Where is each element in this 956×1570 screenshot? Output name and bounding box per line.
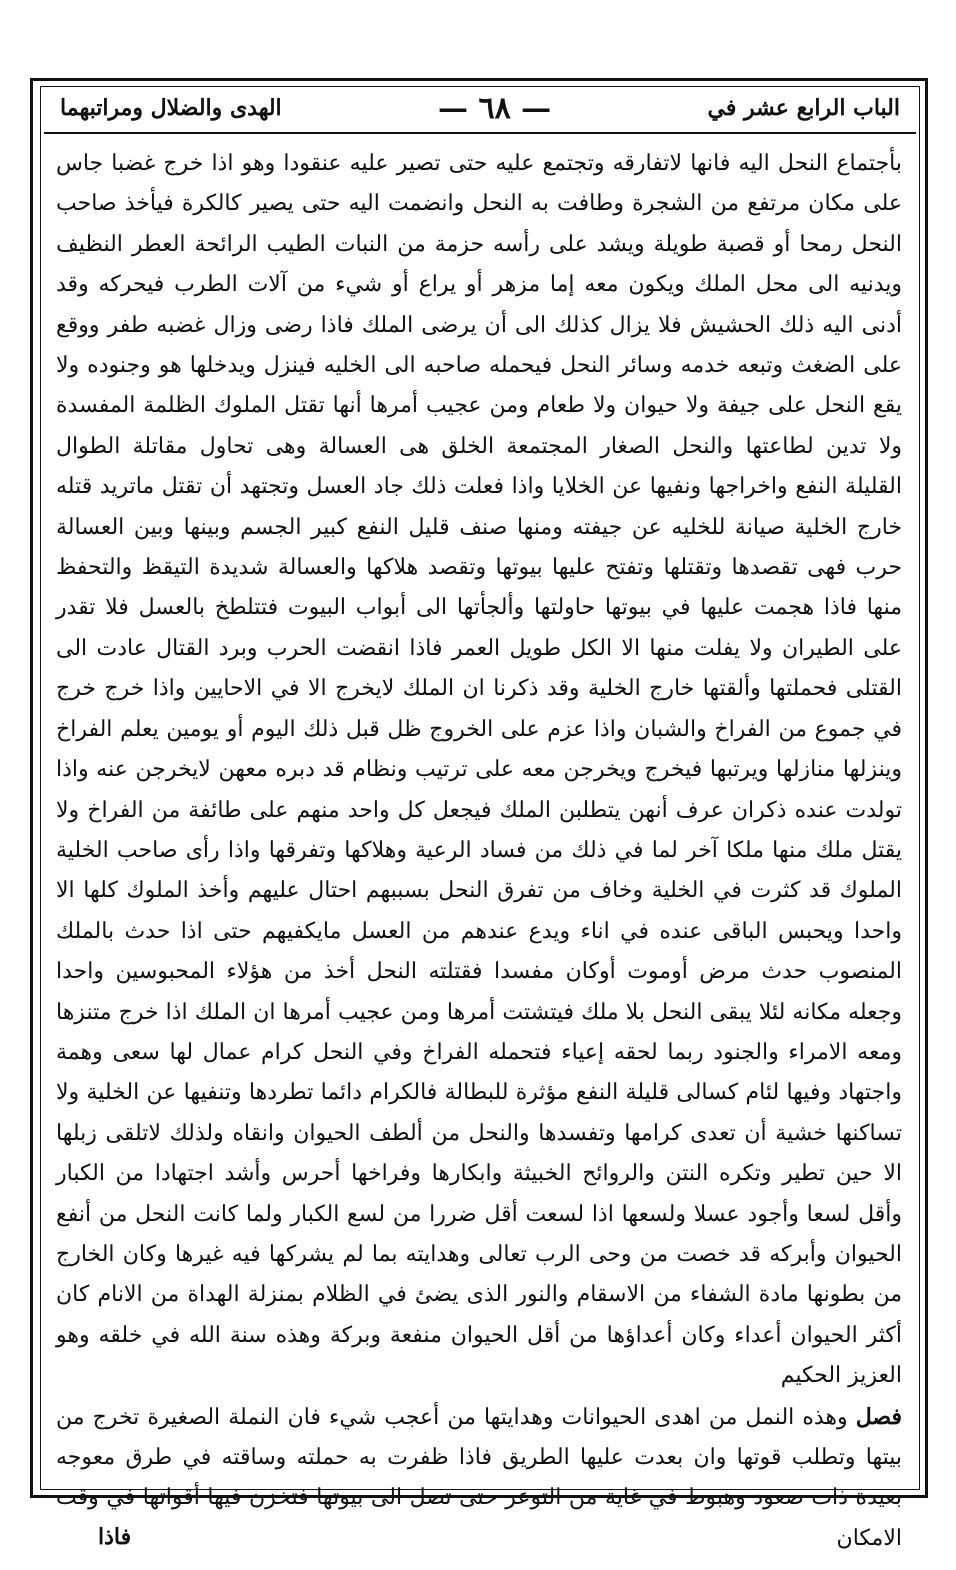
main-text-block bbox=[56, 144, 903, 1551]
header-divider bbox=[44, 132, 916, 134]
section-heading-fasl: فصل bbox=[855, 1403, 902, 1430]
chapter-title: الباب الرابع عشر في bbox=[707, 95, 900, 121]
running-header bbox=[44, 88, 916, 128]
paragraph-ants-text: وهذه النمل من اهدى الحيوانات وهدايتها من أعجب شيء فان النملة الصغيرة تخرج من بيتها وتطلب قوتها وان بعدت عليها الطريق فاذا ظفرت به حملته وساقته في طرق معوجه بعيدة ذات صعود وهبوط في غاية من التوعر حتى تصل الى بيوتها فتخزن فيها أقواتها في وقت الامكان bbox=[56, 1404, 902, 1551]
chapter-topic: الهدى والضلال ومراتبهما bbox=[60, 95, 282, 121]
page-number: — ٦٨ — bbox=[438, 90, 552, 126]
paragraph-bees: بأجتماع النحل اليه فانها لاتفارقه وتجتمع عليه حتى تصير عليه عنقودا وهو اذا خرج غضبا جاس على مكان مرتفع من الشجرة وطافت به النحل وانضمت اليه حتى يصير كالكرة فيأخذ صاحب النحل رمحا أو قصبة طويلة ويشد على رأسه حزمة من النبات الطيب الرائحة العطر النظيف ويدنيه الى محل الملك ويكون معه إما مزهر أو يراع أو شيء من آلات الطرب فيحركه وقد أدنى اليه ذلك الحشيش فلا يزال كذلك الى أن يرضى الملك فاذا رضى وزال غضبه طفر ووقع على الضغث وتبعه خدمه وسائر النحل فيحمله صاحبه الى الخليه فينزل ويدخلها هو وجنوده ولا يقع النحل على جيفة ولا حيوان ولا طعام ومن عجيب أمرها أنها تقتل الملوك الظلمة المفسدة ولا تدين لطاعتها والنحل الصغار المجتمعة الخلق هى العسالة وهى تحاول مقاتلة الطوال القليلة النفع واخراجها ونفيها عن الخلايا واذا فعلت ذلك جاد العسل وتجتهد أن تقتل ماتريد قتله خارج الخلية صيانة للخليه عن جيفته ومنها صنف قليل النفع كبير الجسم وبينها وبين العسالة حرب فهى تقصدها وتقتلها وتفتح عليها بيوتها وتقصد هلاكها والعسالة شديدة التيقظ والتحفظ منها فاذا هجمت عليها في بيوتها حاولتها وألجأتها الى أبواب البيوت فتتلطخ بالعسل فلا تقدر على الطيران ولا يفلت منها الا الكل طويل العمر فاذا انقضت الحرب وبرد القتال عادت الى القتلى فحملتها وألقتها خارج الخلية وقد ذكرنا ان الملك لايخرج الا في الاحايين واذا خرج خرج في جموع من الفراخ والشبان واذا عزم على الخروج ظل قبل ذلك اليوم أو يومين يعلم الفراخ وينزلها منازلها ويرتبها فيخرج ويخرجن معه على ترتيب ونظام قد دبره معهن لايخرجن عنه واذا تولدت عنده ذكران عرف أنهن يتطلبن الملك فيجعل كل واحد منهم على طائفة من الفراخ ولا يقتل ملك منها ملكا آخر لما في ذلك من فساد الرعية وهلاكها وتفرقها واذا رأى صاحب الخلية الملوك قد كثرت في الخلية وخاف من تفرق النحل بسببهم احتال عليهم وأخذ الملوك كلها الا واحدا ويحبس الباقى عنده في اناء ويدع عندهم من العسل مايكفيهم حتى اذا حدث بالملك المنصوب حدث مرض أوموت أوكان مفسدا فقتلته النحل أخذ من هؤلاء المحبوسين واحدا وجعله مكانه لئلا يبقى النحل بلا ملك فيتشتت أمرها ومن عجيب أمرها ان الملك اذا خرج متنزها ومعه الامراء والجنود ربما لحقه إعياء فتحمله الفراخ وفي النحل كرام عمال لها سعى وهمة واجتهاد وفيها لئام كسالى قليلة النفع مؤثرة للبطالة فالكرام دائما تطردها وتنفيها عن الخلية ولا تساكنها خشية أن تعدى كرامها وتفسدها والنحل من ألطف الحيوان وانقاه ولذلك لاتلقى زبلها الا حين تطير وتكره النتن والروائح الخبيثة وابكارها وفراخها أحرس وأشد اجتهادا من الكبار وأقل لسعا وأجود عسلا ولسعها اذا لسعت أقل ضررا من لسع الكبار ولما كانت النحل من أنفع الحيوان وأبركه قد خصت من وحى الرب تعالى وهدايته بما لم يشركها فيه غيرها وكان الخارج من بطونها مادة الشفاء من الاسقام والنور الذى يضئ في الظلام بمنزلة الهداة من الانام كان أكثر الحيوان أعداء وكان أعداؤها من أقل الحيوان منفعة وبركة وهذه سنة الله في خلقه وهو العزيز الحكيم bbox=[56, 151, 903, 1389]
paragraph-ants bbox=[56, 1397, 902, 1560]
catchword: فاذا bbox=[98, 1524, 132, 1550]
